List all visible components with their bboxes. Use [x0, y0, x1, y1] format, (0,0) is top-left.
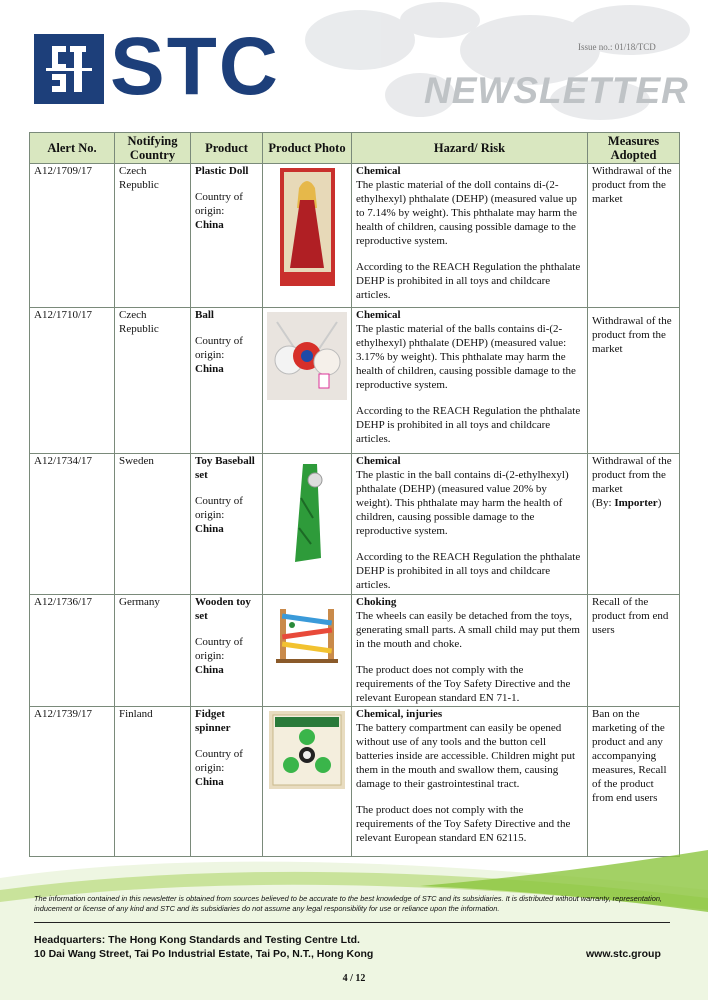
- hazard-description: The battery compartment can easily be opened without use of any tools and the button cell batteries inside are accessible. Children might put them in the mouth and swallow them, causing damage to their gastrointestinal tract.: [356, 722, 576, 790]
- alert-number: A12/1710/17: [30, 308, 115, 454]
- balls-photo: [267, 312, 347, 400]
- hazard-regulation-note: According to the REACH Regulation the phthalate DEHP is prohibited in all toys and childcare articles.: [356, 261, 581, 301]
- measures-by-suffix: ): [657, 497, 662, 509]
- product-cell: [191, 595, 263, 707]
- doll-photo: [280, 168, 335, 286]
- origin-country: China: [195, 219, 224, 231]
- stc-logo-text: STC: [110, 21, 280, 112]
- origin-country: China: [195, 523, 224, 535]
- product-name: Plastic Doll: [195, 165, 249, 177]
- hazard-description: The plastic material of the balls contains di-(2-ethylhexyl) phthalate (DEHP) (measured value: 3.17% by weight). This phthalate may harm the health of children, causing possible damage to the reproductive system.: [356, 323, 576, 391]
- measures-adopted: Withdrawal of the product from the market: [588, 308, 680, 454]
- hazard-cell: [352, 308, 588, 454]
- alert-number: A12/1736/17: [30, 595, 115, 707]
- page-number: 4 / 12: [342, 973, 366, 984]
- notifying-country: Sweden: [115, 454, 191, 595]
- measures-by-prefix: (By:: [592, 497, 615, 509]
- alert-number: A12/1734/17: [30, 454, 115, 595]
- website-link[interactable]: www.stc.group: [586, 948, 661, 960]
- origin-label: Country of origin:: [195, 335, 243, 361]
- baseball-set-photo: [283, 458, 331, 568]
- issue-number: Issue no.: 01/18/TCD: [578, 42, 656, 52]
- measures-adopted: Withdrawal of the product from the market: [588, 164, 680, 308]
- alert-number: A12/1739/17: [30, 707, 115, 857]
- product-cell: [191, 308, 263, 454]
- origin-label: Country of origin:: [195, 636, 243, 662]
- measures-adopted: Ban on the marketing of the product and any accompanying measures, Recall of the product from end users: [588, 707, 680, 857]
- headquarters-line-2: 10 Dai Wang Street, Tai Po Industrial Estate, Tai Po, N.T., Hong Kong: [34, 948, 374, 960]
- hazard-regulation-note: The product does not comply with the requirements of the Toy Safety Directive and the relevant European standard EN 71-1.: [356, 664, 571, 704]
- hazard-title: Chemical: [356, 309, 401, 321]
- origin-country: China: [195, 363, 224, 375]
- newsletter-title: NEWSLETTER: [424, 70, 689, 111]
- disclaimer-text: The information contained in this newsletter is obtained from sources believed to be accurate to the best knowledge of STC and its subsidiaries. It is distributed without warranty, representation, inducement or license of any kind and STC and its subsidiaries do not assume any legal responsibility for use or reliance upon the information.: [34, 894, 662, 913]
- origin-label: Country of origin:: [195, 495, 243, 521]
- measures-by-importer-label: Importer: [614, 497, 658, 509]
- origin-country: China: [195, 776, 224, 788]
- product-cell: [191, 164, 263, 308]
- table-row: [30, 164, 680, 308]
- table-row: [30, 595, 680, 707]
- header-alert-no: Alert No.: [30, 133, 115, 164]
- table-row: [30, 308, 680, 454]
- wooden-toy-photo: [272, 599, 342, 667]
- hazard-title: Choking: [356, 596, 397, 608]
- product-name: Toy Baseball set: [195, 455, 255, 481]
- product-photo-cell: [263, 308, 352, 454]
- hazard-cell: [352, 454, 588, 595]
- origin-country: China: [195, 664, 224, 676]
- notifying-country: Germany: [115, 595, 191, 707]
- header-measures-adopted: Measures Adopted: [588, 133, 680, 164]
- hazard-regulation-note: According to the REACH Regulation the phthalate DEHP is prohibited in all toys and childcare articles.: [356, 405, 581, 445]
- hazard-title: Chemical, injuries: [356, 708, 443, 720]
- fidget-spinner-photo: [269, 711, 345, 789]
- product-cell: [191, 707, 263, 857]
- header-hazard-risk: Hazard/ Risk: [352, 133, 588, 164]
- product-name: Fidget spinner: [195, 708, 231, 734]
- alert-number: A12/1709/17: [30, 164, 115, 308]
- alerts-table: [29, 132, 680, 857]
- header-product: Product: [191, 133, 263, 164]
- measures-adopted: Recall of the product from end users: [588, 595, 680, 707]
- table-row: [30, 454, 680, 595]
- hazard-regulation-note: According to the REACH Regulation the phthalate DEHP is prohibited in all toys and childcare articles.: [356, 551, 581, 591]
- product-name: Wooden toy set: [195, 596, 251, 622]
- product-photo-cell: [263, 164, 352, 308]
- hazard-description: The wheels can easily be detached from the toys, generating small parts. A small child may put them in the mouth and choke.: [356, 610, 580, 650]
- origin-label: Country of origin:: [195, 748, 243, 774]
- stc-logo-mark: [34, 34, 104, 104]
- header-product-photo: Product Photo: [263, 133, 352, 164]
- notifying-country: Czech Republic: [115, 308, 191, 454]
- product-photo-cell: [263, 707, 352, 857]
- hazard-description: The plastic in the ball contains di-(2-ethylhexyl) phthalate (DEHP) (measured value 20% by weight). This phthalate may harm the health of children, causing possible damage to the reproductive system.: [356, 469, 569, 537]
- hazard-description: The plastic material of the doll contains di-(2-ethylhexyl) phthalate (DEHP) (measured value up to 7.14% by weight). This phthalate may harm the health of children, causing possible damage to the reproductive system.: [356, 179, 577, 247]
- headquarters-line-1: Headquarters: The Hong Kong Standards and Testing Centre Ltd.: [34, 934, 360, 946]
- product-photo-cell: [263, 454, 352, 595]
- notifying-country: Finland: [115, 707, 191, 857]
- measures-adopted: Withdrawal of the product from the market: [592, 455, 672, 495]
- hazard-cell: [352, 707, 588, 857]
- hazard-title: Chemical: [356, 165, 401, 177]
- product-photo-cell: [263, 595, 352, 707]
- stc-emblem-icon: [44, 42, 94, 96]
- measures-by-importer: [592, 496, 675, 510]
- measures-cell: [588, 454, 680, 595]
- hazard-regulation-note: The product does not comply with the requirements of the Toy Safety Directive and the relevant European standard EN 62115.: [356, 804, 571, 844]
- product-name: Ball: [195, 309, 214, 321]
- hazard-cell: [352, 595, 588, 707]
- header-notifying-country: Notifying Country: [115, 133, 191, 164]
- table-row: [30, 707, 680, 857]
- hazard-title: Chemical: [356, 455, 401, 467]
- footer-divider: [34, 922, 670, 923]
- hazard-cell: [352, 164, 588, 308]
- origin-label: Country of origin:: [195, 191, 243, 217]
- notifying-country: Czech Republic: [115, 164, 191, 308]
- product-cell: [191, 454, 263, 595]
- table-header-row: [30, 133, 680, 164]
